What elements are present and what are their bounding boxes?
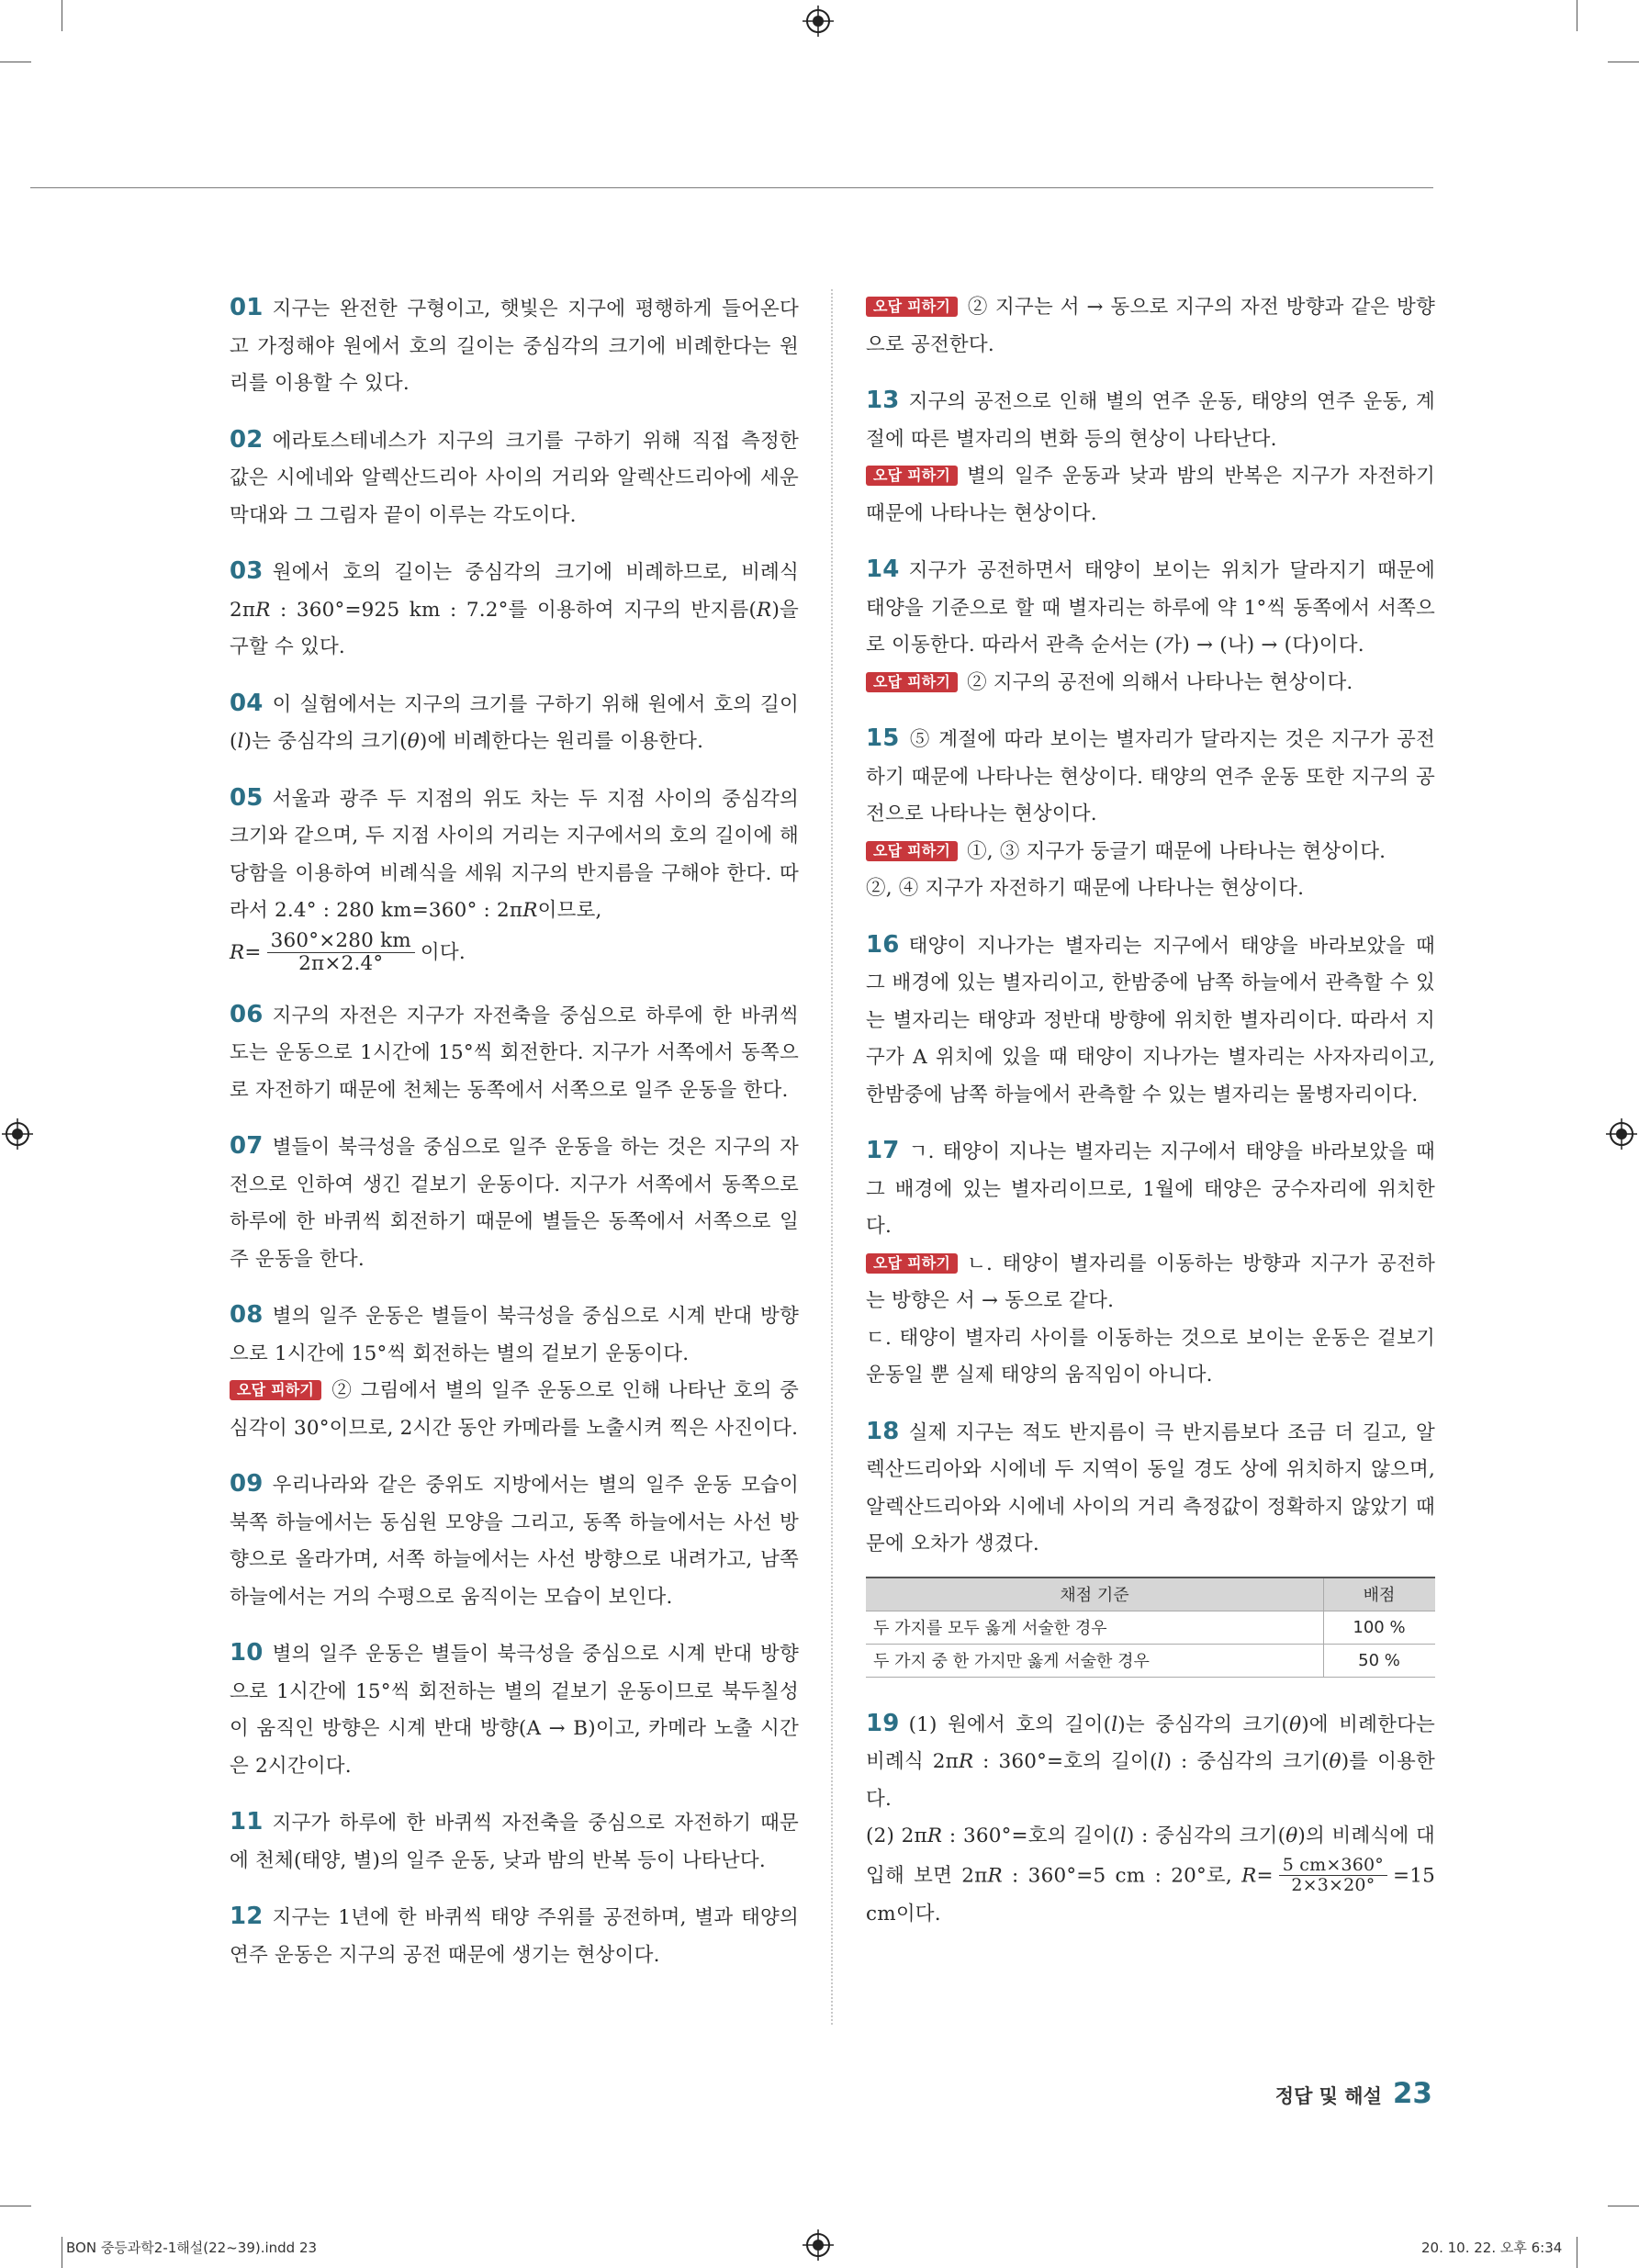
- answer-text: =15 cm이다.: [866, 1863, 1435, 1926]
- answer-number: 06: [230, 1000, 264, 1028]
- answer-text: )는 중심각의 크기(: [243, 730, 408, 753]
- answer-12-note: [866, 289, 1435, 364]
- answer-text: 지구가 하루에 한 바퀴씩 자전축을 중심으로 자전하기 때문에 천체(태양, 별)의 일주 운동, 낮과 밤의 반복 등이 나타난다.: [230, 1812, 799, 1872]
- answer-number: 07: [230, 1132, 264, 1161]
- answer-text: : 360°=호의 길이(: [942, 1825, 1120, 1847]
- math-var: θ: [1289, 1712, 1302, 1736]
- answer-text: (2) 2π: [866, 1825, 927, 1847]
- answer-number: 17: [866, 1137, 900, 1164]
- math-var: l: [237, 730, 244, 753]
- table-row: [866, 1644, 1435, 1677]
- answer-text: 에라토스테네스가 지구의 크기를 구하기 위해 직접 측정한 값은 시에네와 알렉산드리아 사이의 거리와 알렉산드리아에 세운 막대와 그 그림자 끝이 이루는 각도이다.: [230, 429, 799, 527]
- registration-mark-icon: [2, 1118, 33, 1150]
- answer-08: [230, 1297, 799, 1373]
- fraction-numerator: 360°×280 km: [267, 930, 415, 954]
- math-var: θ: [1285, 1825, 1298, 1847]
- avoid-mistake-tag: 오답 피하기: [866, 672, 958, 692]
- answer-text: : 360°=925 km : 7.2°를 이용하여 지구의 반지름(: [270, 598, 758, 622]
- page-footer: [1275, 2077, 1432, 2110]
- header-rule: [30, 187, 1433, 188]
- table-header-criteria: 채점 기준: [866, 1577, 1324, 1611]
- avoid-mistake-tag: 오답 피하기: [866, 1253, 958, 1274]
- answer-15-note: [866, 834, 1435, 871]
- note-text: ② 지구는 서 → 동으로 지구의 자전 방향과 같은 방향으로 공전한다.: [866, 296, 1435, 356]
- note-text: ② 지구의 공전에 의해서 나타나는 현상이다.: [967, 670, 1353, 694]
- answer-10: [230, 1634, 799, 1785]
- note-text: 별의 일주 운동과 낮과 밤의 반복은 지구가 자전하기 때문에 나타나는 현상이다.: [866, 465, 1435, 525]
- answer-text: 별의 일주 운동은 별들이 북극성을 중심으로 시계 반대 방향으로 1시간에 15°씩 회전하는 별의 겉보기 운동이므로 북두칠성이 움직인 방향은 시계 반대 방향(A → B)이고, 카메라 노출 시간은 2시간이다.: [230, 1643, 799, 1778]
- answer-text: 지구의 자전은 지구가 자전축을 중심으로 하루에 한 바퀴씩 도는 운동으로 1시간에 15°씩 회전한다. 지구가 서쪽에서 동쪽으로 자전하기 때문에 천체는 동쪽에서 서쪽으로 일주 운동을 한다.: [230, 1004, 799, 1102]
- answer-text: )에 비례한다는 원리를 이용한다.: [419, 730, 704, 753]
- answer-17: [866, 1132, 1435, 1246]
- answer-11: [230, 1803, 799, 1880]
- table-cell-points: 50 %: [1324, 1644, 1436, 1677]
- answer-text: 이 실험에서는 지구의 크기를 구하기 위해 원에서 호의 길이(: [230, 692, 799, 753]
- formula-tail: 이다.: [420, 940, 466, 964]
- left-column: [230, 289, 799, 1993]
- answer-number: 01: [230, 294, 264, 321]
- table-row: [866, 1611, 1435, 1644]
- table-cell-criteria: 두 가지 중 한 가지만 옳게 서술한 경우: [866, 1644, 1324, 1677]
- formula-lhs: R=: [230, 940, 262, 964]
- answer-01: [230, 289, 799, 403]
- avoid-mistake-tag: 오답 피하기: [866, 466, 958, 486]
- answer-17-note-2: [866, 1320, 1435, 1395]
- math-var: θ: [407, 730, 420, 753]
- answer-13: [866, 382, 1435, 458]
- answer-19: [866, 1705, 1435, 1819]
- registration-mark-icon: [1606, 1118, 1637, 1150]
- answer-text: 우리나라와 같은 중위도 지방에서는 별의 일주 운동 모습이 북쪽 하늘에서는 동심원 모양을 그리고, 동쪽 하늘에서는 사선 방향으로 올라가며, 서쪽 하늘에서는 사선 방향으로 내려가고, 남쪽 하늘에서는 거의 수평으로 움직이는 모습이 보인다.: [230, 1474, 799, 1609]
- page-number: 23: [1392, 2077, 1432, 2110]
- answer-number: 02: [230, 425, 264, 454]
- answer-19-part-2: [866, 1818, 1435, 1934]
- answer-text: 서울과 광주 두 지점의 위도 차는 두 지점 사이의 중심각의 크기와 같으며, 두 지점 사이의 거리는 지구에서의 호의 길이에 해당함을 이용하여 비례식을 세워 지구의 반지름을 구해야 한다. 따라서 2.4° : 280 km=360° : 2π: [230, 787, 799, 922]
- avoid-mistake-tag: 오답 피하기: [866, 297, 958, 317]
- answer-text: 이므로,: [537, 899, 602, 922]
- math-var: R: [958, 1750, 974, 1773]
- answer-text: 실제 지구는 적도 반지름이 극 반지름보다 조금 더 길고, 알렉산드리아와 시에네 두 지역이 동일 경도 상에 위치하지 않으며, 알렉산드리아와 시에네 사이의 거리 측정값이 정확하지 않았기 때문에 오차가 생겼다.: [866, 1420, 1435, 1555]
- answer-text: 별의 일주 운동은 별들이 북극성을 중심으로 시계 반대 방향으로 1시간에 15°씩 회전하는 별의 겉보기 운동이다.: [230, 1305, 799, 1365]
- note-text: ②, ④ 지구가 자전하기 때문에 나타나는 현상이다.: [866, 877, 1305, 900]
- answer-text: 태양이 지나가는 별자리는 지구에서 태양을 바라보았을 때 그 배경에 있는 별자리이고, 한밤중에 남쪽 하늘에서 관측할 수 있는 별자리는 태양과 정반대 방향에 위치한 별자리이다. 따라서 지구가 A 위치에 있을 때 태양이 지나가는 별자리는 사자자리이고, 한밤중에 남쪽 하늘에서 관측할 수 있는 별자리는 물병자리이다.: [866, 934, 1435, 1106]
- footer-label: 정답 및 해설: [1274, 2085, 1382, 2107]
- answer-number: 10: [230, 1639, 264, 1667]
- fraction: [267, 930, 415, 976]
- answer-text: 지구는 1년에 한 바퀴씩 태양 주위를 공전하며, 별과 태양의 연주 운동은 지구의 공전 때문에 생기는 현상이다.: [230, 1906, 799, 1967]
- answer-text: ㄱ. 태양이 지나는 별자리는 지구에서 태양을 바라보았을 때 그 배경에 있는 별자리이므로, 1월에 태양은 궁수자리에 위치한다.: [866, 1140, 1435, 1238]
- answer-18: [866, 1413, 1435, 1564]
- answer-07: [230, 1128, 799, 1278]
- answer-16: [866, 926, 1435, 1115]
- answer-number: 14: [866, 556, 900, 583]
- answer-text: )의 비례식에 대입해 보면 2π: [866, 1825, 1435, 1887]
- avoid-mistake-tag: 오답 피하기: [230, 1380, 321, 1400]
- answer-text: )을 구할 수 있다.: [230, 598, 799, 658]
- answer-number: 18: [866, 1417, 900, 1445]
- answer-number: 08: [230, 1301, 264, 1330]
- fraction: [1279, 1856, 1387, 1897]
- answer-text: ) : 중심각의 크기(: [1163, 1750, 1330, 1773]
- answer-13-note: [866, 458, 1435, 533]
- column-divider: [831, 289, 833, 2025]
- math-var: R: [757, 598, 772, 622]
- registration-mark-icon: [803, 6, 834, 37]
- table-header-row: [866, 1577, 1435, 1611]
- answer-08-note: [230, 1373, 799, 1447]
- answer-text: 원에서 호의 길이는 중심각의 크기에 비례하므로, 비례식 2π: [230, 561, 799, 622]
- note-text: ㄷ. 태양이 별자리 사이를 이동하는 것으로 보이는 운동은 겉보기 운동일 뿐 실제 태양의 움직임이 아니다.: [866, 1326, 1435, 1387]
- scoring-table: [866, 1577, 1435, 1678]
- file-slug: BON 중등과학2-1해설(22~39).indd 23: [66, 2240, 318, 2256]
- answer-number: 16: [866, 930, 900, 959]
- answer-text: =: [1256, 1863, 1274, 1887]
- answer-number: 19: [866, 1709, 900, 1737]
- formula-05: [230, 930, 799, 976]
- answer-number: 12: [230, 1903, 264, 1931]
- math-var: R: [1241, 1863, 1257, 1887]
- avoid-mistake-tag: 오답 피하기: [866, 841, 958, 861]
- note-text: ①, ③ 지구가 둥글기 때문에 나타나는 현상이다.: [967, 839, 1386, 863]
- answer-14-note: [866, 665, 1435, 702]
- answer-02: [230, 421, 799, 535]
- math-var: R: [926, 1825, 943, 1847]
- date-slug: 20. 10. 22. 오후 6:34: [1421, 2240, 1563, 2256]
- answer-number: 15: [866, 724, 900, 752]
- answer-text: 지구의 공전으로 인해 별의 연주 운동, 태양의 연주 운동, 계절에 따른 별자리의 변화 등의 현상이 나타난다.: [866, 390, 1435, 451]
- note-text: ㄴ. 태양이 별자리를 이동하는 방향과 지구가 공전하는 방향은 서 → 동으로 같다.: [866, 1252, 1435, 1312]
- answer-number: 05: [230, 783, 264, 812]
- answer-05: [230, 780, 799, 930]
- fraction-denominator: 2π×2.4°: [298, 952, 384, 976]
- answer-text: (1) 원에서 호의 길이(: [908, 1712, 1112, 1736]
- answer-number: 09: [230, 1470, 264, 1499]
- answer-12: [230, 1898, 799, 1974]
- answer-text: )에 비례한다는 비례식 2π: [866, 1712, 1436, 1773]
- answer-04: [230, 685, 799, 761]
- answer-text: : 360°=5 cm : 20°로,: [1002, 1863, 1242, 1887]
- answer-text: )를 이용한다.: [866, 1750, 1435, 1811]
- registration-mark-icon: [803, 2229, 834, 2261]
- answer-17-note: [866, 1246, 1435, 1320]
- answer-03: [230, 553, 799, 667]
- right-column: [866, 289, 1435, 1952]
- answer-text: 별들이 북극성을 중심으로 일주 운동을 하는 것은 지구의 자전으로 인하여 생긴 겉보기 운동이다. 지구가 서쪽에서 동쪽으로 하루에 한 바퀴씩 회전하기 때문에 별들은 동쪽에서 서쪽으로 일주 운동을 한다.: [230, 1136, 799, 1271]
- table-cell-points: 100 %: [1324, 1611, 1436, 1644]
- answer-06: [230, 996, 799, 1110]
- answer-text: : 360°=호의 길이(: [973, 1750, 1158, 1773]
- answer-text: 지구가 공전하면서 태양이 보이는 위치가 달라지기 때문에 태양을 기준으로 할 때 별자리는 하루에 약 1°씩 동쪽에서 서쪽으로 이동한다. 따라서 관측 순서는 (가) → (나) → (다)이다.: [866, 559, 1435, 657]
- answer-text: )는 중심각의 크기(: [1117, 1712, 1290, 1736]
- answer-text: ⑤ 계절에 따라 보이는 별자리가 달라지는 것은 지구가 공전하기 때문에 나타나는 현상이다. 태양의 연주 운동 또한 지구의 공전으로 나타나는 현상이다.: [866, 728, 1435, 825]
- fraction-numerator: 5 cm×360°: [1279, 1856, 1387, 1877]
- answer-number: 13: [866, 387, 900, 414]
- math-var: l: [1111, 1712, 1118, 1736]
- math-var: R: [255, 598, 271, 622]
- answer-15: [866, 720, 1435, 834]
- fraction-denominator: 2×3×20°: [1291, 1875, 1375, 1896]
- math-var: l: [1119, 1825, 1127, 1847]
- answer-09: [230, 1465, 799, 1616]
- table-cell-criteria: 두 가지를 모두 옳게 서술한 경우: [866, 1611, 1324, 1644]
- answer-14: [866, 551, 1435, 665]
- answer-number: 03: [230, 557, 264, 585]
- math-var: θ: [1329, 1750, 1342, 1773]
- answer-text: ) : 중심각의 크기(: [1126, 1825, 1286, 1847]
- math-var: R: [522, 899, 538, 922]
- answer-number: 11: [230, 1808, 264, 1836]
- answer-text: 지구는 완전한 구형이고, 햇빛은 지구에 평행하게 들어온다고 가정해야 원에서 호의 길이는 중심각의 크기에 비례한다는 원리를 이용할 수 있다.: [230, 298, 799, 395]
- math-var: l: [1157, 1750, 1164, 1773]
- answer-number: 04: [230, 689, 264, 717]
- note-text: ② 그림에서 별의 일주 운동으로 인해 나타난 호의 중심각이 30°이므로, 2시간 동안 카메라를 노출시켜 찍은 사진이다.: [230, 1379, 799, 1440]
- math-var: R: [987, 1863, 1003, 1887]
- table-header-points: 배점: [1324, 1577, 1436, 1611]
- answer-15-note-2: [866, 870, 1435, 908]
